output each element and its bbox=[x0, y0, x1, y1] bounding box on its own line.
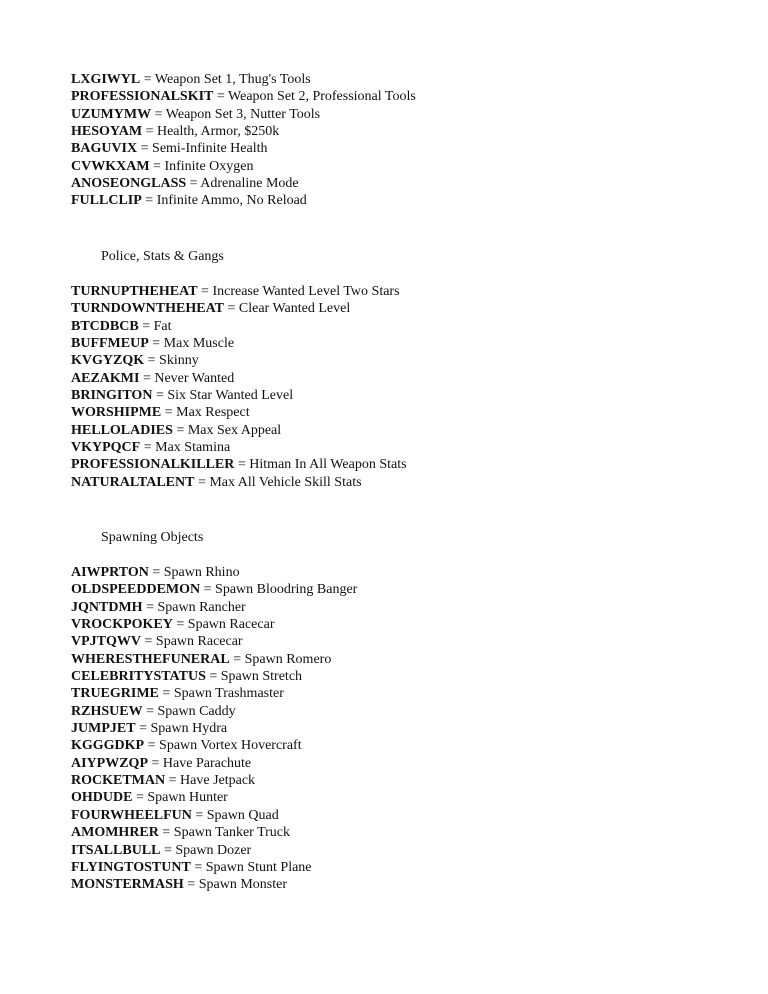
cheat-line bbox=[71, 370, 751, 387]
section-heading-police-stats-gangs: Police, Stats & Gangs bbox=[101, 249, 224, 264]
equals-separator: = bbox=[186, 176, 201, 192]
cheat-effect: Spawn Racecar bbox=[187, 617, 275, 633]
cheat-line bbox=[71, 352, 751, 369]
cheat-line bbox=[71, 158, 751, 175]
equals-separator: = bbox=[144, 738, 160, 754]
cheat-code: TURNUPTHEHEAT bbox=[71, 284, 198, 299]
cheat-effect: Spawn Rhino bbox=[163, 565, 240, 580]
cheat-code: TRUEGRIME bbox=[71, 686, 159, 702]
cheat-effect: Spawn Hunter bbox=[147, 790, 228, 806]
cheat-line bbox=[71, 88, 751, 105]
cheat-line bbox=[71, 581, 751, 598]
equals-separator: = bbox=[161, 405, 177, 421]
equals-separator: = bbox=[140, 72, 155, 87]
cheat-effect: Have Parachute bbox=[162, 755, 252, 771]
cheat-line bbox=[71, 755, 751, 772]
cheat-effect: Max Muscle bbox=[163, 336, 235, 352]
cheat-line bbox=[71, 422, 751, 439]
cheat-effect: Spawn Quad bbox=[206, 807, 279, 823]
equals-separator: = bbox=[137, 141, 153, 157]
equals-separator: = bbox=[190, 859, 206, 875]
cheat-effect: Spawn Vortex Hovercraft bbox=[159, 738, 302, 754]
equals-separator: = bbox=[158, 686, 174, 702]
cheat-line bbox=[71, 703, 751, 720]
cheat-effect: Weapon Set 3, Nutter Tools bbox=[165, 106, 321, 122]
cheat-effect: Health, Armor, $250k bbox=[156, 124, 280, 140]
equals-separator: = bbox=[197, 284, 213, 299]
cheat-effect: Spawn Monster bbox=[198, 877, 287, 893]
cheat-code: BUFFMEUP bbox=[71, 336, 149, 352]
cheat-effect: Spawn Trashmaster bbox=[173, 686, 284, 702]
cheat-effect: Never Wanted bbox=[154, 370, 235, 386]
cheat-code: BTCDBCB bbox=[71, 318, 139, 334]
equals-separator: = bbox=[165, 773, 181, 789]
cheat-line bbox=[71, 599, 751, 616]
cheat-effect: Spawn Romero bbox=[244, 651, 332, 667]
cheat-code: HESOYAM bbox=[71, 124, 143, 140]
equals-separator: = bbox=[158, 825, 174, 841]
cheat-code: AEZAKMI bbox=[71, 370, 140, 386]
cheat-line bbox=[71, 318, 751, 335]
cheat-code: TURNDOWNTHEHEAT bbox=[71, 301, 224, 317]
cheat-line bbox=[71, 616, 751, 633]
cheat-line bbox=[71, 474, 751, 491]
cheat-line bbox=[71, 106, 751, 123]
cheat-code: FULLCLIP bbox=[71, 193, 142, 209]
cheat-effect: Infinite Oxygen bbox=[164, 158, 254, 174]
equals-separator: = bbox=[194, 474, 210, 490]
equals-separator: = bbox=[141, 193, 157, 209]
equals-separator: = bbox=[172, 422, 188, 438]
cheat-effect: Infinite Ammo, No Reload bbox=[156, 193, 307, 209]
equals-separator: = bbox=[234, 457, 250, 473]
cheat-effect: Spawn Dozer bbox=[175, 842, 252, 858]
cheat-line bbox=[71, 789, 751, 806]
cheat-line bbox=[71, 71, 751, 88]
equals-separator: = bbox=[141, 634, 156, 650]
cheat-effect: Max Sex Appeal bbox=[187, 422, 282, 438]
equals-separator: = bbox=[213, 89, 229, 105]
cheat-effect: Spawn Racecar bbox=[155, 634, 243, 650]
cheat-line bbox=[71, 387, 751, 404]
cheat-effect: Clear Wanted Level bbox=[238, 301, 351, 317]
cheat-effect: Spawn Stretch bbox=[220, 669, 303, 685]
cheat-code: MONSTERMASH bbox=[71, 877, 184, 893]
cheat-code: ANOSEONGLASS bbox=[71, 176, 187, 192]
equals-separator: = bbox=[148, 565, 164, 580]
cheat-effect: Max Respect bbox=[176, 405, 250, 421]
equals-separator: = bbox=[144, 353, 160, 369]
equals-separator: = bbox=[142, 124, 157, 140]
equals-separator: = bbox=[191, 807, 207, 823]
cheat-code: LXGIWYL bbox=[71, 72, 141, 87]
cheat-effect: Spawn Caddy bbox=[157, 703, 236, 719]
cheat-line bbox=[71, 175, 751, 192]
cheat-effect: Have Jetpack bbox=[180, 773, 256, 789]
cheat-code: AIWPRTON bbox=[71, 565, 149, 580]
cheat-code: NATURALTALENT bbox=[71, 474, 195, 490]
equals-separator: = bbox=[152, 388, 168, 404]
equals-separator: = bbox=[183, 877, 199, 893]
cheat-code: CVWKXAM bbox=[71, 158, 150, 174]
cheat-line bbox=[71, 633, 751, 650]
cheat-line bbox=[71, 123, 751, 140]
cheat-line bbox=[71, 807, 751, 824]
cheat-effect: Max Stamina bbox=[155, 440, 231, 456]
cheat-code: BRINGITON bbox=[71, 388, 153, 404]
cheat-line bbox=[71, 824, 751, 841]
cheat-line bbox=[71, 859, 751, 876]
police-stats-gangs-cheat-list bbox=[71, 283, 751, 491]
cheat-code: ROCKETMAN bbox=[71, 773, 166, 789]
cheat-effect: Max All Vehicle Skill Stats bbox=[209, 474, 362, 490]
cheat-code: ITSALLBULL bbox=[71, 842, 161, 858]
equals-separator: = bbox=[135, 721, 151, 737]
cheat-line bbox=[71, 772, 751, 789]
cheat-code: OHDUDE bbox=[71, 790, 133, 806]
cheat-line bbox=[71, 685, 751, 702]
equals-separator: = bbox=[148, 755, 163, 771]
spawning-objects-cheat-list bbox=[71, 564, 751, 894]
cheat-code: BAGUVIX bbox=[71, 141, 138, 157]
section-heading-spawning-objects: Spawning Objects bbox=[101, 530, 204, 545]
cheat-effect: Spawn Tanker Truck bbox=[173, 825, 291, 841]
cheat-code: OLDSPEEDDEMON bbox=[71, 582, 201, 598]
cheat-effect: Spawn Rancher bbox=[157, 599, 246, 615]
cheat-code: AMOMHRER bbox=[71, 825, 159, 841]
equals-separator: = bbox=[140, 440, 156, 456]
cheat-code: AIYPWZQP bbox=[71, 755, 148, 771]
cheat-code: VKYPQCF bbox=[71, 440, 141, 456]
equals-separator: = bbox=[142, 703, 158, 719]
cheat-line bbox=[71, 564, 751, 581]
cheat-line bbox=[71, 876, 751, 893]
cheat-effect: Weapon Set 2, Professional Tools bbox=[228, 89, 416, 105]
equals-separator: = bbox=[132, 790, 148, 806]
cheat-code: HELLOLADIES bbox=[71, 422, 173, 438]
cheat-code: VPJTQWV bbox=[71, 634, 141, 650]
cheat-code: JUMPJET bbox=[71, 721, 136, 737]
cheat-effect: Skinny bbox=[159, 353, 199, 369]
cheat-effect: Six Star Wanted Level bbox=[167, 388, 294, 404]
cheat-code: KVGYZQK bbox=[71, 353, 145, 369]
cheat-code: UZUMYMW bbox=[71, 106, 152, 122]
equals-separator: = bbox=[148, 336, 164, 352]
cheat-line bbox=[71, 192, 751, 209]
cheat-code: WHERESTHEFUNERAL bbox=[71, 651, 230, 667]
equals-separator: = bbox=[205, 669, 221, 685]
cheat-code: PROFESSIONALKILLER bbox=[71, 457, 235, 473]
cheat-code: PROFESSIONALSKIT bbox=[71, 89, 214, 105]
cheat-line bbox=[71, 651, 751, 668]
cheat-effect: Spawn Hydra bbox=[150, 721, 228, 737]
cheat-code: CELEBRITYSTATUS bbox=[71, 669, 206, 685]
cheat-effect: Hitman In All Weapon Stats bbox=[249, 457, 407, 473]
cheat-code: JQNTDMH bbox=[71, 599, 143, 615]
equals-separator: = bbox=[149, 158, 165, 174]
cheat-code: WORSHIPME bbox=[71, 405, 162, 421]
cheat-code: FOURWHEELFUN bbox=[71, 807, 192, 823]
cheat-effect: Spawn Stunt Plane bbox=[205, 859, 312, 875]
cheat-code: FLYINGTOSTUNT bbox=[71, 859, 191, 875]
cheat-line bbox=[71, 456, 751, 473]
cheat-line bbox=[71, 737, 751, 754]
equals-separator: = bbox=[138, 318, 154, 334]
cheat-line bbox=[71, 283, 751, 300]
cheat-line bbox=[71, 842, 751, 859]
equals-separator: = bbox=[139, 370, 155, 386]
cheat-line bbox=[71, 720, 751, 737]
cheat-effect: Increase Wanted Level Two Stars bbox=[212, 284, 400, 299]
cheat-line bbox=[71, 439, 751, 456]
cheat-line bbox=[71, 140, 751, 157]
equals-separator: = bbox=[172, 617, 188, 633]
cheat-effect: Spawn Bloodring Banger bbox=[215, 582, 358, 598]
cheat-effect: Weapon Set 1, Thug's Tools bbox=[154, 72, 311, 87]
equals-separator: = bbox=[229, 651, 245, 667]
cheat-line bbox=[71, 335, 751, 352]
weapons-cheat-list bbox=[71, 71, 751, 210]
equals-separator: = bbox=[151, 106, 166, 122]
cheat-line bbox=[71, 404, 751, 421]
equals-separator: = bbox=[223, 301, 239, 317]
cheat-code: KGGGDKP bbox=[71, 738, 145, 754]
cheat-effect: Adrenaline Mode bbox=[200, 176, 299, 192]
cheat-line bbox=[71, 300, 751, 317]
cheat-code: VROCKPOKEY bbox=[71, 617, 173, 633]
equals-separator: = bbox=[200, 582, 216, 598]
cheat-code: RZHSUEW bbox=[71, 703, 143, 719]
cheat-effect: Fat bbox=[153, 318, 172, 334]
equals-separator: = bbox=[160, 842, 176, 858]
cheat-line bbox=[71, 668, 751, 685]
equals-separator: = bbox=[142, 599, 158, 615]
cheat-effect: Semi-Infinite Health bbox=[152, 141, 268, 157]
